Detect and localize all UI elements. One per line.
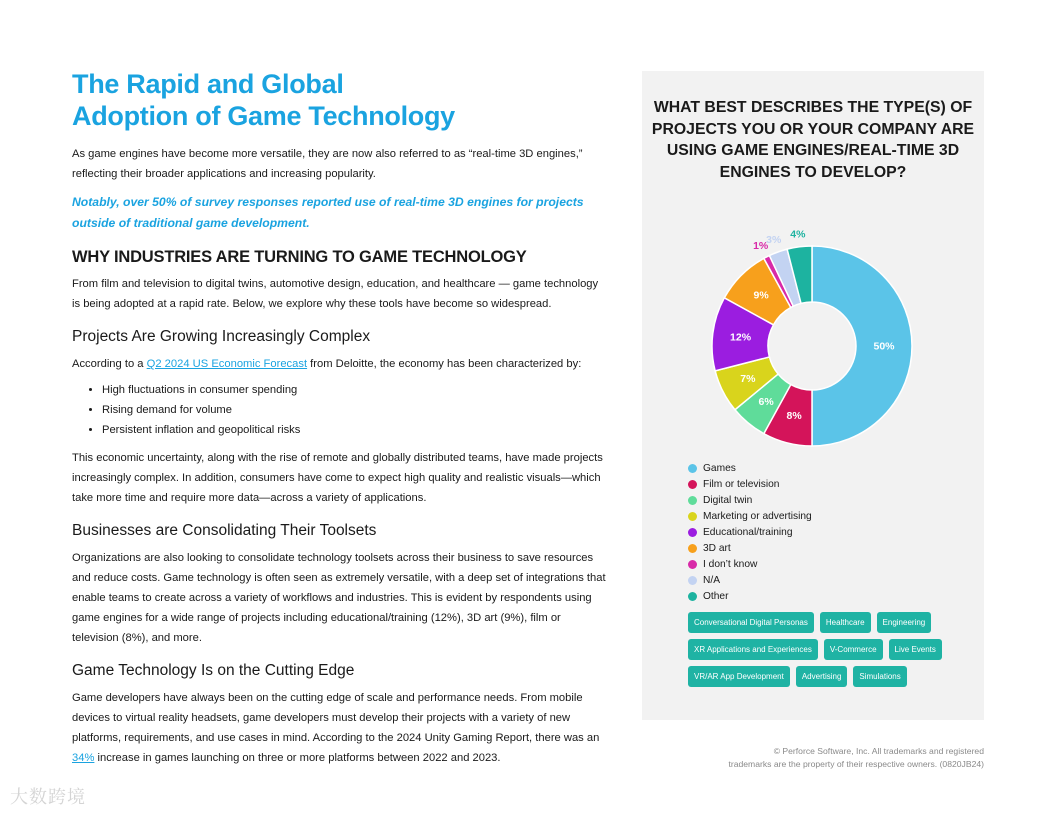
deloitte-text-after: from Deloitte, the economy has been characterized by: xyxy=(307,358,582,371)
slice-value-label: 50% xyxy=(873,340,895,353)
legend-swatch xyxy=(688,480,697,489)
copyright-line-1: © Perforce Software, Inc. All trademarks and registered xyxy=(773,746,984,756)
legend-swatch xyxy=(688,592,697,601)
cutting-edge-paragraph xyxy=(72,688,607,768)
economy-bullet-list xyxy=(72,380,607,440)
tag-row xyxy=(688,639,978,660)
bullet-item: • High fluctuations in consumer spending xyxy=(102,380,607,400)
legend-item xyxy=(688,556,812,572)
section-intro: From film and television to digital twins, automotive design, education, and healthcare — game technology is being adopted at a rapid rate. Below, we explore why these tools have become so widespread. xyxy=(72,278,599,311)
article-column xyxy=(72,68,607,768)
legend-item xyxy=(688,572,812,588)
legend-item xyxy=(688,588,812,604)
title-line-1: The Rapid and Global xyxy=(72,69,344,99)
tag-vr-ar-app-development: VR/AR App Development xyxy=(688,666,790,687)
intro-paragraph: As game engines have become more versatile, they are now also referred to as “real-time 3D engines,” reflecting their broader applications and increasing popularity. xyxy=(72,148,583,180)
complexity-paragraph: This economic uncertainty, along with the rise of remote and globally distributed teams, have made projects increasingly complex. In addition, consumers have come to expect high quality and realistic visuals—which take more time and require more data—across a variety of applications. xyxy=(72,452,603,505)
survey-panel xyxy=(642,71,984,720)
chart-legend xyxy=(688,460,812,604)
subheading-cutting-edge: Game Technology Is on the Cutting Edge xyxy=(72,662,355,680)
legend-item xyxy=(688,508,812,524)
subheading-complexity: Projects Are Growing Increasingly Complex xyxy=(72,328,371,346)
legend-label: Film or television xyxy=(703,478,780,490)
legend-swatch xyxy=(688,528,697,537)
legend-swatch xyxy=(688,544,697,553)
legend-item xyxy=(688,492,812,508)
legend-swatch xyxy=(688,576,697,585)
slice-value-label: 12% xyxy=(730,331,752,344)
legend-label: N/A xyxy=(703,574,720,586)
copyright-line-2: trademarks are the property of their respective owners. (0820JB24) xyxy=(728,758,984,769)
legend-swatch xyxy=(688,496,697,505)
copyright-notice xyxy=(728,745,984,770)
slice-value-label: 6% xyxy=(758,395,774,408)
legend-label: 3D art xyxy=(703,542,731,554)
deloitte-forecast-link[interactable]: Q2 2024 US Economic Forecast xyxy=(146,358,308,371)
tag-live-events: Live Events xyxy=(889,639,942,660)
cutting-edge-text-before: Game developers have always been on the cutting edge of scale and performance needs. From mobile devices to virtual reality headsets, game developers must develop their projects with a variety of new platforms, requirements, and use cases in mind. According to the 2024 Unity Gaming Report, there was an xyxy=(72,692,600,745)
donut-slice-games xyxy=(812,246,912,446)
slice-value-label: 8% xyxy=(786,410,802,423)
tag-simulations: Simulations xyxy=(853,666,906,687)
bullet-item: • Persistent inflation and geopolitical risks xyxy=(102,420,607,440)
tag-row xyxy=(688,612,978,633)
tag-engineering: Engineering xyxy=(877,612,932,633)
legend-item xyxy=(688,460,812,476)
tag-xr-applications-and-experiences: XR Applications and Experiences xyxy=(688,639,818,660)
slice-value-label: 9% xyxy=(753,289,769,302)
title-line-2: Adoption of Game Technology xyxy=(72,101,455,131)
legend-swatch xyxy=(688,464,697,473)
legend-item xyxy=(688,524,812,540)
cutting-edge-text-after: increase in games launching on three or more platforms between 2022 and 2023. xyxy=(94,752,501,765)
legend-item xyxy=(688,540,812,556)
bullet-item: • Rising demand for volume xyxy=(102,400,607,420)
slice-value-label: 3% xyxy=(766,234,782,247)
section-heading: WHY INDUSTRIES ARE TURNING TO GAME TECHNOLOGY xyxy=(72,248,527,267)
legend-label: Games xyxy=(703,462,736,474)
tag-v-commerce: V-Commerce xyxy=(824,639,883,660)
unity-report-link[interactable]: 34% xyxy=(72,752,95,765)
legend-label: Educational/training xyxy=(703,526,793,538)
consolidating-paragraph: Organizations are also looking to consolidate technology toolsets across their business to save resources and reduce costs. Game technology is often seen as extremely versatile, with a deep set of integrations that enable teams to create across a variety of workflows and industries. This is evident by respondents using game engines for a wide range of projects including educational/training (12%), 3D art (9%), film or television (8%), and more. xyxy=(72,552,606,645)
tag-advertising: Advertising xyxy=(796,666,848,687)
deloitte-text-before: According to a xyxy=(72,358,147,371)
deloitte-paragraph xyxy=(72,354,607,374)
legend-label: I don’t know xyxy=(703,558,758,570)
legend-label: Marketing or advertising xyxy=(703,510,812,522)
legend-swatch xyxy=(688,560,697,569)
projects-donut-chart xyxy=(642,221,984,451)
slice-value-label: 1% xyxy=(753,239,769,252)
tag-conversational-digital-personas: Conversational Digital Personas xyxy=(688,612,814,633)
legend-label: Digital twin xyxy=(703,494,753,506)
legend-swatch xyxy=(688,512,697,521)
survey-question: WHAT BEST DESCRIBES THE TYPE(S) OF PROJECTS YOU OR YOUR COMPANY ARE USING GAME ENGINES/REAL-TIME 3D ENGINES TO DEVELOP? xyxy=(651,99,975,181)
page-title xyxy=(72,68,607,132)
tag-healthcare: Healthcare xyxy=(820,612,871,633)
legend-item xyxy=(688,476,812,492)
slice-value-label: 4% xyxy=(790,228,806,241)
highlight-callout: Notably, over 50% of survey responses reported use of real-time 3D engines for projects outside of traditional game development. xyxy=(72,195,584,230)
watermark: 大数跨境 xyxy=(10,787,86,807)
tag-row xyxy=(688,666,978,687)
use-case-tags xyxy=(688,612,978,693)
legend-label: Other xyxy=(703,590,729,602)
subheading-consolidating: Businesses are Consolidating Their Toolsets xyxy=(72,522,377,540)
slice-value-label: 7% xyxy=(740,373,756,386)
